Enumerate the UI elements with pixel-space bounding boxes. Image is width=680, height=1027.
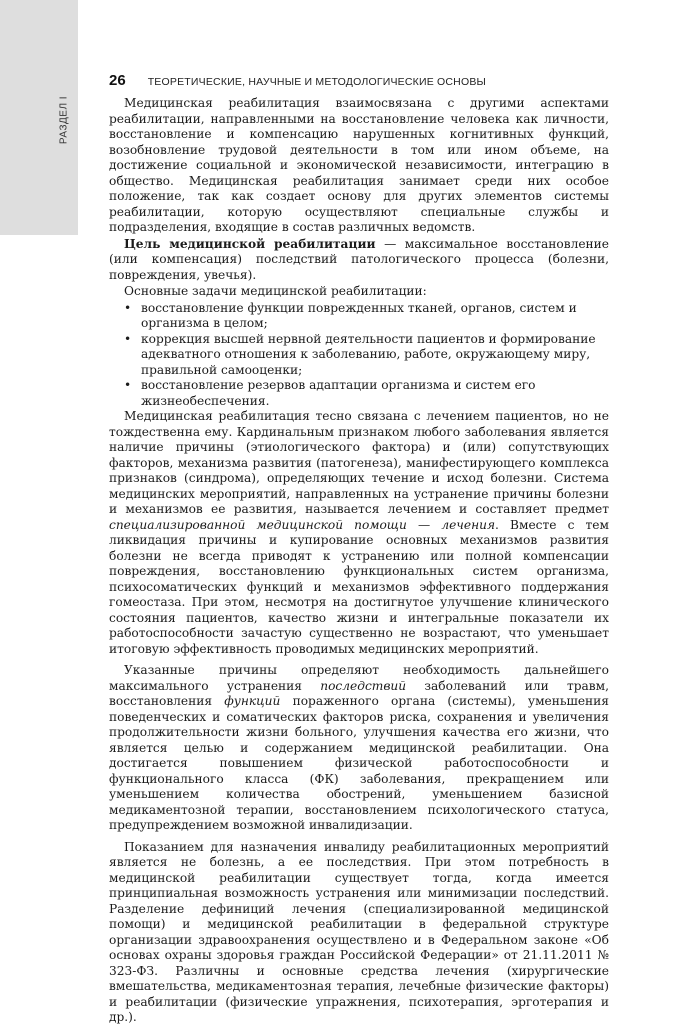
section-label: РАЗДЕЛ I [58,95,70,145]
paragraph-indications: Показанием для назначения инвалиду реабилитационных мероприятий является не болезнь, а ее последствия. При этом потребность в медицинской реабилитации существует тогда, когда имеется принципиальная возможность устранения или минимизации последствий. Разделение дефиниций лечения (специализированной медицинской помощи) и медицинской реабилитации в федеральной структуре организации здравоохранения осуществлено и в Федеральном законе «Об основах охраны здоровья граждан Российской Федерации» от 21.11.2011 № 323-ФЗ. Различны и основные средства лечения (хирургические вмешательства, медикаментозная терапия, лечебные физические факторы) и реабилитации (физические упражнения, психотерапия, эрготерапия и др.). [109,839,609,1024]
paragraph-goal [109,237,609,284]
running-title: ТЕОРЕТИЧЕСКИЕ, НАУЧНЫЕ И МЕТОДОЛОГИЧЕСКИЕ ОСНОВЫ [147,76,487,88]
italic-term: функций [224,694,281,708]
tasks-list [109,301,609,410]
paragraph-necessity [109,663,609,834]
body-text [109,96,609,1027]
text-run: Указанные причины определяют необходимость дальнейшего максимального устранения [109,663,609,693]
text-run: . Вместе с тем ликвидация причины и купирование основных механизмов развития болезни не всегда приводят к устранению или полной компенсации повреждения, восстановлению функциональных систем организма, психосоматических функций и механизмов эффективного поддержания гомеостаза. При этом, несмотря на достигнутое улучшение клинического состояния пациентов, качество жизни и интегральные показатели их работоспособности зачастую существенно не возрастают, что уменьшает итоговую эффективность проводимых медицинских мероприятий. [109,517,609,656]
text-run: Медицинская реабилитация тесно связана с лечением пациентов, но не тождественна ему. Кардинальным признаком любого заболевания является наличие причины (этиологического фактора) и (или) сопутствующих факторов, механизма развития (патогенеза), манифестирующего комплекса признаков (синдрома), определяющих течение и исход болезни. Система медицинских мероприятий, направленных на устранение причины болезни и механизмов ее развития, называется лечением и составляет предмет [109,409,609,516]
goal-definition: — максимальное восстановление (или компенсация) последствий патологического процесса (болезни, повреждения, увечья). [109,236,609,282]
paragraph-treatment-relation [109,409,609,657]
bullet: • [124,300,132,315]
text-run: заболеваний или травм, восстановления [109,678,609,708]
goal-term: Цель медицинской реабилитации [124,236,376,251]
list-item [124,332,609,379]
list-item-text: восстановление резервов адаптации организма и систем его жизнеобеспечения. [141,378,536,408]
text-run: пораженного органа (системы), уменьшения поведенческих и соматических факторов риска, сохранения и увеличения продолжительности жизни больного, улучшения качества его жизни, что является целью и содержанием медицинской реабилитации. Она достигается повышением физической работоспособности и функционального класса (ФК) заболевания, прекращением или уменьшением количества обострений, уменьшением базисной медикаментозной терапии, восстановлением психологического статуса, предупреждением возможной инвалидизации. [109,694,609,832]
bullet: • [124,378,132,392]
list-item-text: восстановление функции поврежденных тканей, органов, систем и организма в целом; [141,300,577,330]
bullet: • [124,331,132,346]
list-item [124,378,609,409]
section-side-tab [0,0,78,235]
page-header [109,72,609,89]
list-item-text: коррекция высшей нервной деятельности пациентов и формирование адекватного отношения к заболеванию, работе, окружающему миру, правильной самооценки; [141,331,596,377]
list-item [124,301,609,332]
italic-term: специализированной медицинской помощи — лечения [109,517,496,532]
paragraph-rehab-aspects: Медицинская реабилитация взаимосвязана с другими аспектами реабилитации, направленными на восстановление человека как личности, восстановление и компенсацию нарушенных когнитивных функций, возобновление трудовой деятельности в том или ином объеме, на достижение социальной и экономической независимости, интеграцию в общество. Медицинская реабилитация занимает среди них особое положение, так как создает основу для других элементов системы реабилитации, которую осуществляют специальные службы и подразделения, входящие в состав различных ведомств. [109,96,609,234]
page-number: 26 [109,72,126,89]
tasks-intro: Основные задачи медицинской реабилитации: [124,284,427,298]
italic-term: последствий [320,678,407,693]
